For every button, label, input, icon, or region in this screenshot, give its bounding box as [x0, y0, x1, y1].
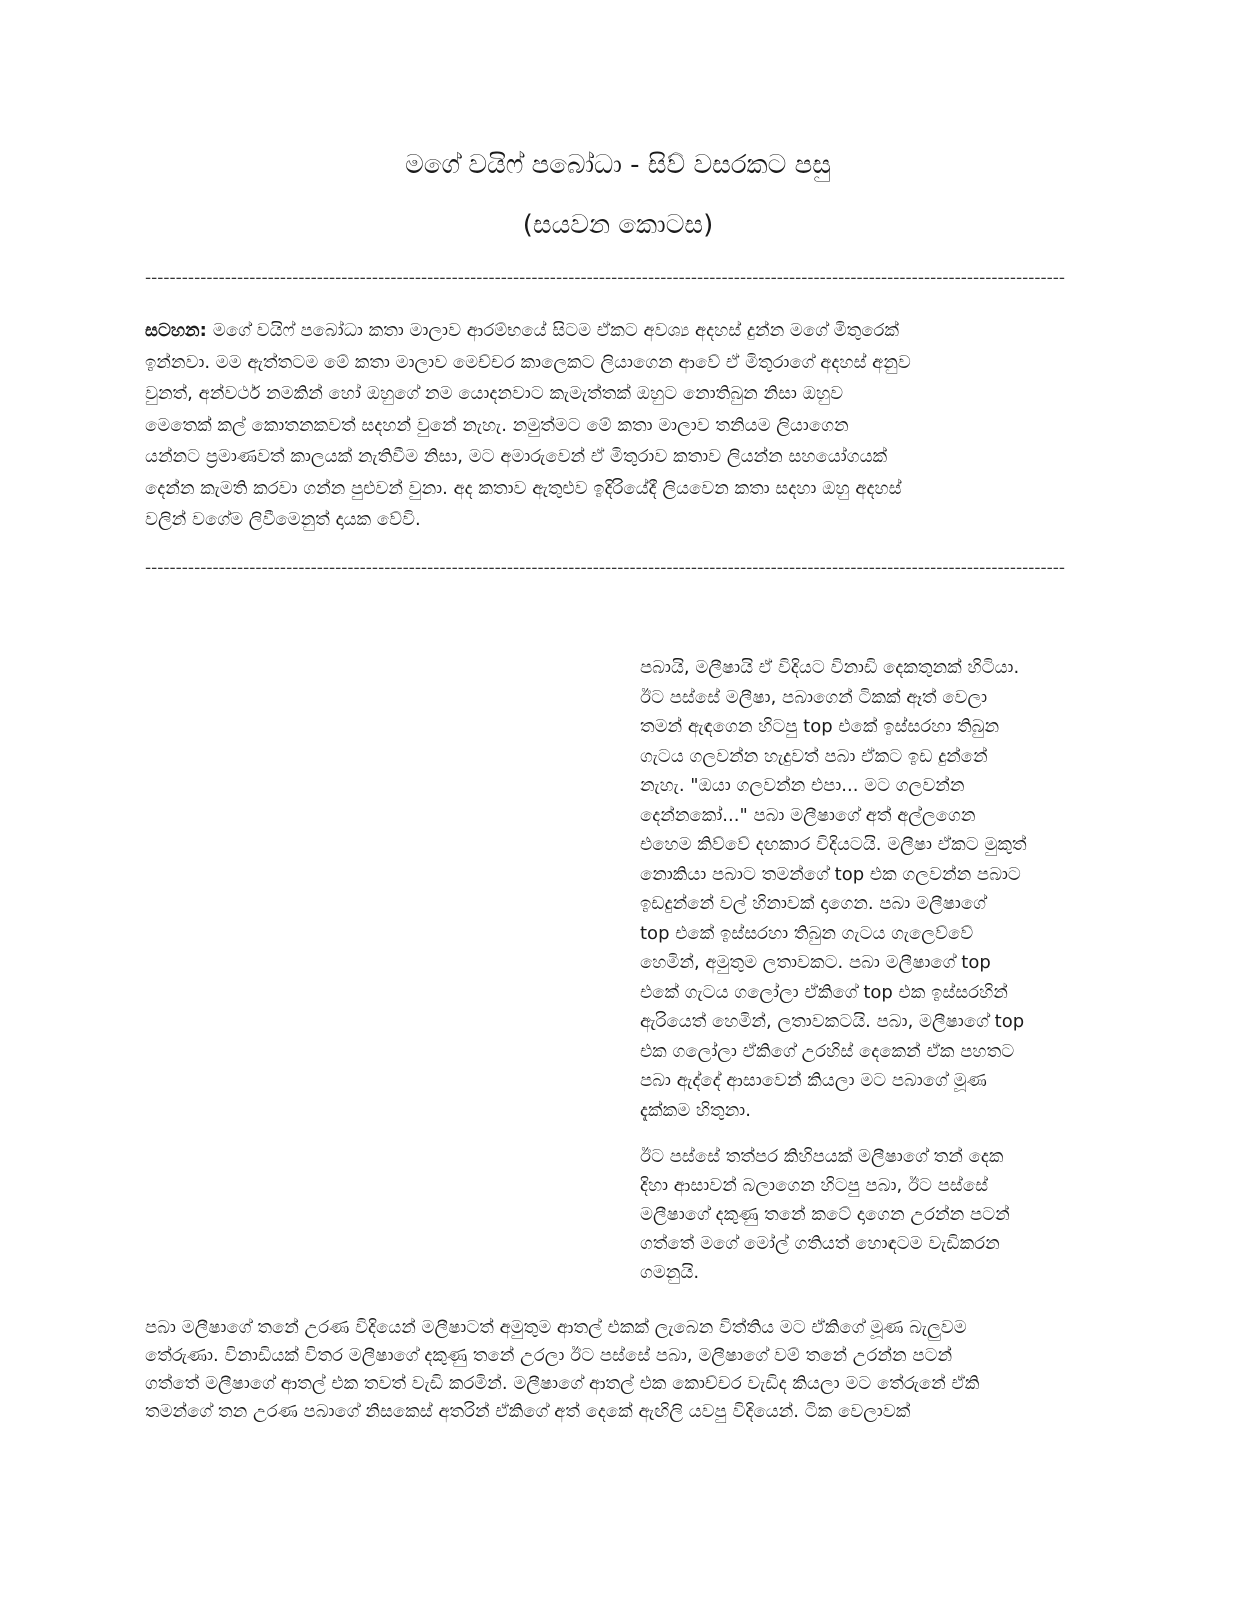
paragraph-line: ගමනුයි.: [640, 1262, 700, 1283]
note-line: යන්නට ප්‍රමාණවත් කාලයක් නැතිවීම නිසා, මට අමාරුවෙන් ඒ මිතුරාව කතාව ලියන්න සහයෝගයක්: [145, 446, 888, 467]
paragraph-line: තේරුණා. විනාඩියක් විතර මලීෂාගේ දකුණු තනේ උරලා ඊට පස්සේ පබා, මලීෂාගේ වම් තනේ උරන්න පටන්: [145, 1345, 953, 1366]
note-line: වලින් වගේම ලිවීමෙනුත් දායක වේවි.: [145, 509, 421, 530]
paragraph-line: පබා මලීෂාගේ තනේ උරණ විදියෙන් මලීෂාටත් අමුතුම ආතල් එකක් ලැබෙන විත්තිය මට ඒකිගේ මූණ බැලුවම: [145, 1317, 967, 1338]
document-title: මගේ වයිෆ් පබෝධා - සිව් වසරකට පසු: [405, 150, 831, 180]
paragraph-line: තමන්ගේ තන උරණ පබාගේ නිසකෙස් අතරින් ඒකිගේ අත් දෙකේ ඇඟිලි යවපු විදියෙන්. ටික වෙලාවක්: [145, 1401, 911, 1422]
paragraph-line: ගත්තේ මලීෂාගේ ආතල් එක තවත් වැඩි කරමින්. මලීෂාගේ ආතල් එක කොච්චර වැඩිද කියලා මට තේරුනේ ඒකි: [145, 1373, 980, 1394]
paragraph-line: top එකේ ඉස්සරහා තිබුන ගැටය ගැලෙව්වේ: [640, 922, 974, 944]
paragraph-line: ඊට පස්සේ මලීෂා, පබාගෙන් ටිකක් ඈත් වෙලා: [640, 686, 988, 708]
paragraph-line: නොකියා පබාට තමන්ගේ top එක ගලවන්න පබාට: [640, 863, 1021, 885]
paragraph-line: පබා ඇද්දේ ආසාවෙන් කියලා මට පබාගේ මූණ: [640, 1070, 987, 1091]
note-line: මෙතෙක් කල් කොතනකවත් සදහන් වුනේ නැහැ. නමුත්මට මේ කතා මාලාව තනියම ලියාගෙන: [145, 414, 849, 436]
separator-top: [145, 268, 1065, 288]
paragraph-line: ඉඩදුන්නේ වල් හිනාවක් දාගෙන. පබා මලීෂාගේ: [640, 893, 986, 914]
paragraph-line: මලීෂාගේ දකුණු තනේ කටේ දාගෙන උරන්න පටන්: [640, 1204, 1010, 1225]
document-subtitle: (සයවන කොටස): [522, 210, 714, 240]
note-text: මගේ වයිෆ් පබෝධා කතා මාලාව ආරම්භයේ සිටම ඒකට අවශ්‍ය අදහස් දුන්න මගේ මිතුරෙක්: [212, 320, 900, 341]
note-line: [145, 315, 1065, 347]
paragraph-line: හෙමින්, අමුතුම ලතාවකට. පබා මලීෂාගේ top: [640, 952, 991, 973]
paragraph-line: තමන් ඇඳගෙන හිටපු top එකේ ඉස්සරහා තිබුන: [640, 716, 1000, 737]
note-label: සටහන:: [145, 320, 207, 341]
story-paragraph-3: [145, 1314, 1065, 1426]
paragraph-line: ඇරියෙත් හෙමින්, ලතාවකටයි. පබා, මලීෂාගේ top: [640, 1011, 1025, 1032]
paragraph-line: එහෙම කිව්වේ දඟකාර විදියටයි. මලීෂා ඒකට මුකුත්: [640, 834, 1027, 855]
note-line: ඉන්නවා. මම ඇත්තටම මේ කතා මාලාව මෙච්චර කාලෙකට ලියාගෙන ආවේ ඒ මිතුරාගේ අදහස් අනුව: [145, 351, 911, 373]
note-line: දෙන්න කැමති කරවා ගන්න පුළුවන් වුනා. අද කතාව ඇතුළුව ඉදිරියේදී ලියවෙන කතා සදහා ඔහු අදහස්: [145, 477, 902, 499]
paragraph-line: ඊට පස්සේ තත්පර කිහිපයක් මලීෂාගේ තන් දෙක: [640, 1146, 1004, 1167]
paragraph-line: දෙන්නකෝ..." පබා මලීෂාගේ අත් අල්ලගෙන: [640, 804, 976, 826]
paragraph-line: ගැටය ගලවන්න හැදුවත් පබා ඒකට ඉඩ දුන්නේ: [640, 745, 988, 767]
separator-dashes: ------------------------------------------------------------------------------------------------------------------------------------------------------: [145, 268, 1065, 287]
note-line: වුනත්, අන්වර්ථ නමකින් හෝ ඔහුගේ නම යොදනවාට කැමැත්තක් ඔහුට නොතිබුන නිසා ඔහුව: [145, 383, 844, 404]
story-paragraph-2: [640, 1142, 1065, 1287]
paragraph-line: පබායි, මලීෂායි ඒ විදියට විනාඩි දෙකතුනක් හිටියා.: [640, 657, 1020, 678]
paragraph-line: දිහා ආසාවන් බලාගෙන හිටපු පබා, ඊට පස්සේ: [640, 1175, 989, 1196]
separator-bottom: [145, 558, 1065, 578]
note-paragraph: [145, 315, 1065, 536]
separator-dashes: ------------------------------------------------------------------------------------------------------------------------------------------------------: [145, 558, 1065, 577]
paragraph-line: එක ගලෝලා ඒකිගේ උරහිස් දෙකෙන් ඒක පහතට: [640, 1040, 1015, 1062]
paragraph-line: දැක්කම හිතුනා.: [640, 1099, 751, 1121]
paragraph-line: ගත්තේ මගේ මෝල් ගතියත් හොඳටම වැඩිකරන: [640, 1233, 1000, 1254]
paragraph-line: එකේ ගැටය ගලෝලා ඒකිගේ top එක ඉස්සරහින්: [640, 981, 1008, 1003]
story-paragraph-1: [640, 653, 1065, 1125]
paragraph-line: නැහැ. "ඔයා ගලවන්න එපා... මට ගලවන්න: [640, 775, 965, 796]
